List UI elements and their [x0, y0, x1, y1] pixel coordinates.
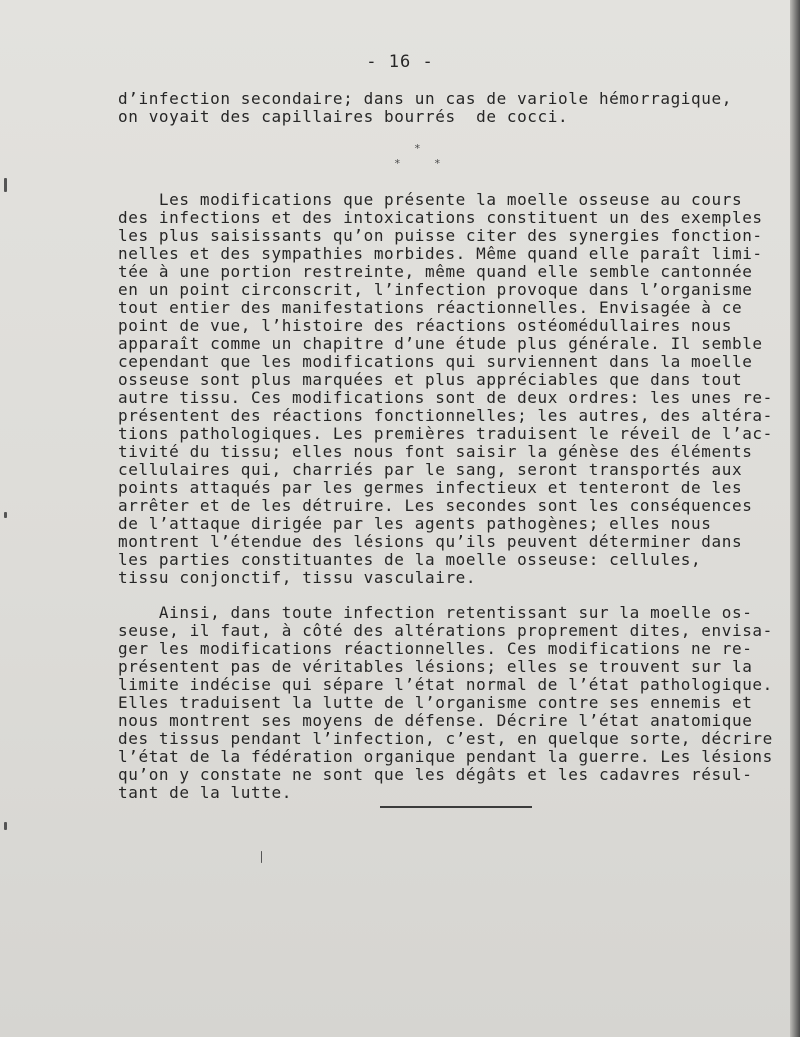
text-line: montrent l’étendue des lésions qu’ils peuvent déterminer dans: [118, 532, 743, 551]
scan-mark: [4, 178, 7, 192]
text-line: limite indécise qui sépare l’état normal de l’état pathologique.: [118, 675, 773, 694]
text-line: tout entier des manifestations réactionnelles. Envisagée à ce: [118, 298, 743, 317]
text-line: cellulaires qui, charriés par le sang, seront transportés aux: [118, 460, 743, 479]
scan-edge: [790, 0, 800, 1037]
text-line: nelles et des sympathies morbides. Même quand elle paraît limi-: [118, 244, 763, 263]
text-line: tée à une portion restreinte, même quand elle semble cantonnée: [118, 262, 753, 281]
page-number: - 16 -: [366, 52, 434, 72]
text-line: en un point circonscrit, l’infection provoque dans l’organisme: [118, 280, 753, 299]
text-line: seuse, il faut, à côté des altérations proprement dites, envisa-: [118, 621, 773, 640]
text-line: Ainsi, dans toute infection retentissant sur la moelle os-: [118, 603, 753, 622]
text-line: arrêter et de les détruire. Les secondes sont les conséquences: [118, 496, 753, 515]
text-line: tissu conjonctif, tissu vasculaire.: [118, 568, 477, 587]
text-line: tant de la lutte.: [118, 783, 292, 802]
separator-star: *: [434, 157, 441, 170]
text-line: nous montrent ses moyens de défense. Décrire l’état anatomique: [118, 711, 753, 730]
text-line: des tissus pendant l’infection, c’est, en quelque sorte, décrire: [118, 729, 773, 748]
text-line: de l’attaque dirigée par les agents pathogènes; elles nous: [118, 514, 712, 533]
text-line: apparaît comme un chapitre d’une étude plus générale. Il semble: [118, 334, 763, 353]
text-line: cependant que les modifications qui surviennent dans la moelle: [118, 352, 753, 371]
text-line: ger les modifications réactionnelles. Ces modifications ne re-: [118, 639, 753, 658]
text-line: présentent des réactions fonctionnelles; les autres, des altéra-: [118, 406, 773, 425]
text-line: qu’on y constate ne sont que les dégâts et les cadavres résul-: [118, 765, 753, 784]
end-rule: [380, 806, 532, 808]
text-line: points attaqués par les germes infectieux et tenteront de les: [118, 478, 743, 497]
text-line: on voyait des capillaires bourrés de cocci.: [118, 107, 569, 126]
scan-mark: [261, 851, 262, 863]
text-line: Les modifications que présente la moelle osseuse au cours: [118, 190, 743, 209]
text-line: Elles traduisent la lutte de l’organisme contre ses ennemis et: [118, 693, 753, 712]
text-line: des infections et des intoxications constituent un des exemples: [118, 208, 763, 227]
text-line: osseuse sont plus marquées et plus appréciables que dans tout: [118, 370, 743, 389]
text-line: les plus saisissants qu’on puisse citer des synergies fonction-: [118, 226, 763, 245]
text-line: autre tissu. Ces modifications sont de deux ordres: les unes re-: [118, 388, 773, 407]
text-line: d’infection secondaire; dans un cas de variole hémorragique,: [118, 89, 732, 108]
text-line: les parties constituantes de la moelle osseuse: cellules,: [118, 550, 702, 569]
text-line: l’état de la fédération organique pendant la guerre. Les lésions: [118, 747, 773, 766]
scan-mark: [4, 822, 7, 830]
separator-star: *: [394, 157, 401, 170]
text-line: présentent pas de véritables lésions; elles se trouvent sur la: [118, 657, 753, 676]
text-line: tivité du tissu; elles nous font saisir la génèse des éléments: [118, 442, 753, 461]
text-line: tions pathologiques. Les premières traduisent le réveil de l’ac-: [118, 424, 773, 443]
scan-mark: [4, 512, 7, 518]
text-line: point de vue, l’histoire des réactions ostéomédullaires nous: [118, 316, 732, 335]
separator-star: *: [414, 142, 421, 155]
